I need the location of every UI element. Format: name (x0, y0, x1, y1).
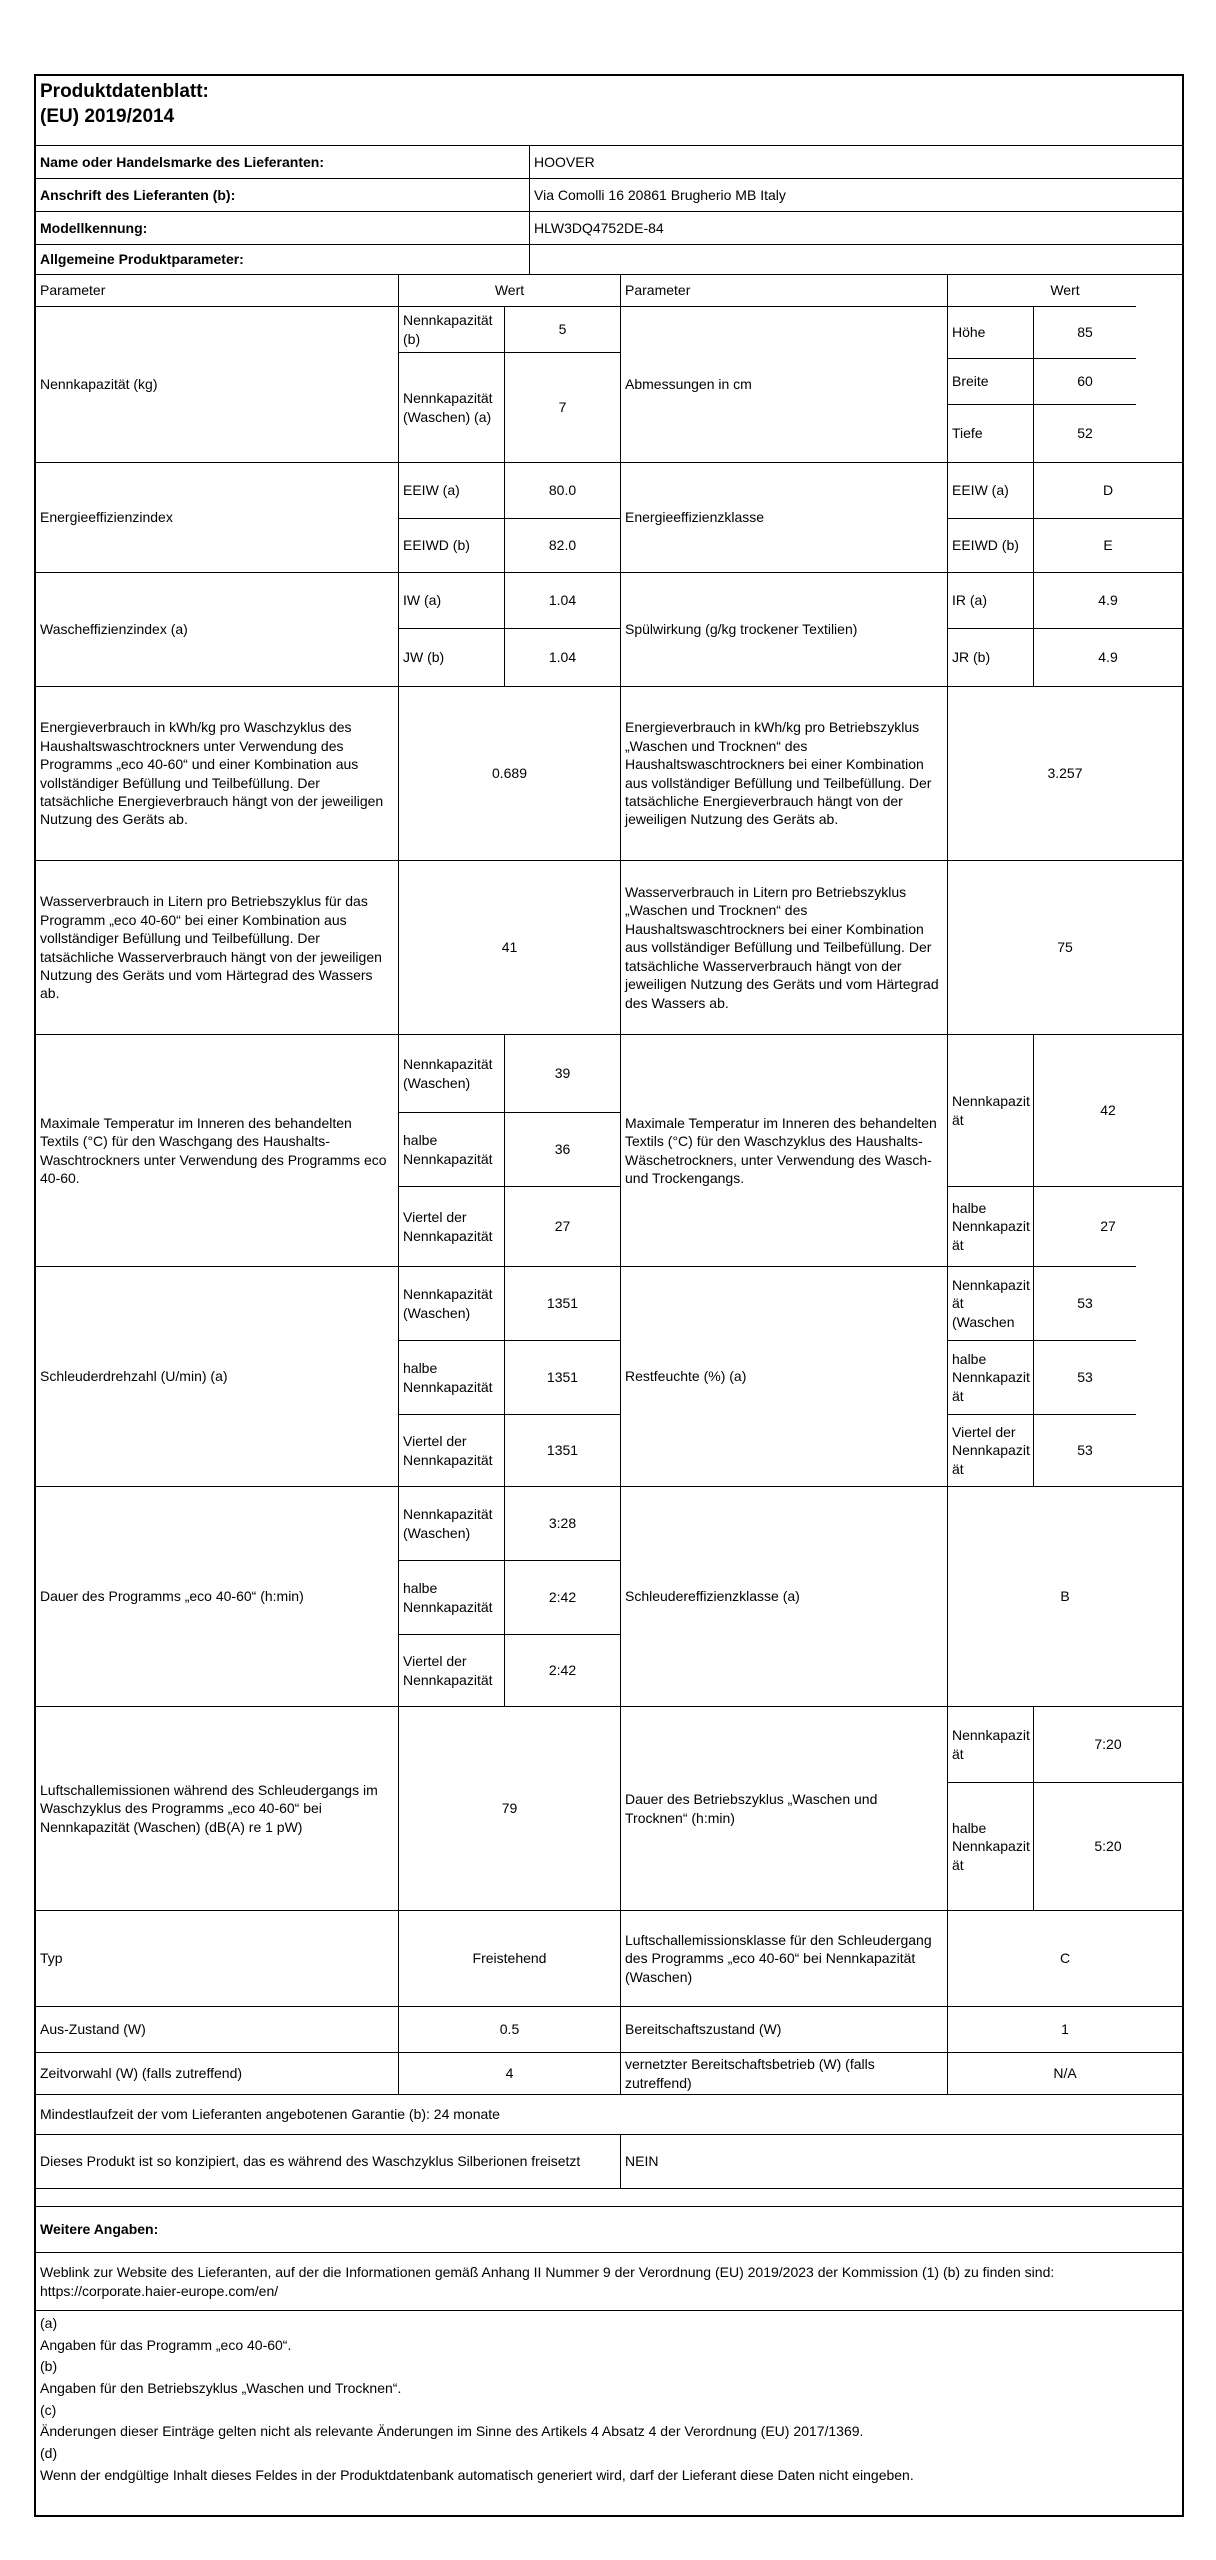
dimensions-height-label: Höhe (947, 306, 1033, 358)
energy-wash-label (36, 686, 398, 860)
note-line: Änderungen dieser Einträge gelten nicht als relevante Änderungen im Sinne des Artikels 4 Absatz 4 der Verordnung (EU) 2017/1369. (40, 2423, 864, 2440)
silver-ions-value: NEIN (620, 2134, 1182, 2188)
supplier-address-value: Via Comolli 16 20861 Brugherio MB Italy (529, 178, 1182, 211)
rinse-label: Spülwirkung (g/kg trockener Textilien) (620, 572, 947, 686)
spin-speed-label: Schleuderdrehzahl (U/min) (a) (36, 1266, 398, 1486)
residual-moisture-value-3: 53 (1033, 1414, 1136, 1486)
max-temp-wash-value-2: 36 (504, 1112, 620, 1186)
weblink-row (36, 2252, 1182, 2310)
dimensions-depth-label: Tiefe (947, 404, 1033, 462)
duration-cycle-value-1: 7:20 (1033, 1706, 1182, 1782)
water-wash-label (36, 860, 398, 1034)
water-cycle-text: Wasserverbrauch in Litern pro Betriebszyklus „Waschen und Trocknen“ des Haushaltswaschtrockners bei einer Kombination aus vollständiger Befüllung und Teilbefüllung. Der tatsächliche Wasserverbrauch hängt von der jeweiligen Nutzung des Geräts und vom Härtegrad des Wassers ab. (625, 883, 939, 1011)
product-data-sheet (34, 74, 1184, 2517)
max-temp-cycle-label (620, 1034, 947, 1266)
duration-eco-sub-2: halbe Nennkapazität (398, 1560, 504, 1634)
note-line: (d) (40, 2445, 58, 2462)
energy-cycle-value: 3.257 (947, 686, 1182, 860)
duration-eco-label: Dauer des Programms „eco 40-60“ (h:min) (36, 1486, 398, 1706)
dimensions-label: Abmessungen in cm (620, 306, 947, 462)
silver-ions-label: Dieses Produkt ist so konzipiert, das es während des Waschzyklus Silberionen freisetzt (36, 2134, 620, 2188)
general-params-empty (529, 244, 1182, 274)
eei-value-1: 80.0 (504, 462, 620, 518)
water-wash-value: 41 (398, 860, 620, 1034)
title-line-1: Produktdatenblatt: (40, 81, 209, 102)
noise-class-label (620, 1910, 947, 2006)
max-temp-wash-value-1: 39 (504, 1034, 620, 1112)
notes-block (36, 2310, 1182, 2515)
header-value: Wert (398, 274, 620, 306)
rated-capacity-sub-2: Nennkapazität (Waschen) (a) (398, 352, 504, 462)
duration-cycle-sub-1: Nennkapazit ät (947, 1706, 1033, 1782)
spin-speed-value-3: 1351 (504, 1414, 620, 1486)
duration-eco-value-2: 2:42 (504, 1560, 620, 1634)
residual-moisture-sub-3: Viertel der Nennkapazit ät (947, 1414, 1033, 1486)
note-line: (a) (40, 2315, 58, 2331)
max-temp-wash-value-3: 27 (504, 1186, 620, 1266)
supplier-address-label: Anschrift des Lieferanten (b): (36, 178, 529, 211)
sheet-title (36, 76, 1182, 145)
warranty-text: Mindestlaufzeit der vom Lieferanten angebotenen Garantie (b): 24 monate (36, 2094, 1182, 2134)
standby-label: Bereitschaftszustand (W) (620, 2006, 947, 2052)
eei-sub-1: EEIW (a) (398, 462, 504, 518)
noise-value: 79 (398, 1706, 620, 1910)
eei-value-2: 82.0 (504, 518, 620, 572)
spin-speed-value-2: 1351 (504, 1340, 620, 1414)
energy-wash-value: 0.689 (398, 686, 620, 860)
eclass-sub-1: EEIW (a) (947, 462, 1033, 518)
dimensions-depth-value: 52 (1033, 404, 1136, 462)
dimensions-width-label: Breite (947, 358, 1033, 404)
max-temp-wash-sub-1: Nennkapazität (Waschen) (398, 1034, 504, 1112)
max-temp-wash-sub-2: halbe Nennkapazität (398, 1112, 504, 1186)
duration-eco-sub-3: Viertel der Nennkapazität (398, 1634, 504, 1706)
max-temp-wash-text: Maximale Temperatur im Inneren des behandelten Textils (°C) für den Waschgang des Haushalts-Waschtrockners unter Verwendung des Programms eco 40-60. (40, 1114, 387, 1186)
note-line: (c) (40, 2401, 57, 2418)
delay-start-label: Zeitvorwahl (W) (falls zutreffend) (36, 2052, 398, 2094)
wash-index-value-1: 1.04 (504, 572, 620, 628)
duration-cycle-label (620, 1706, 947, 1910)
supplier-name-value: HOOVER (529, 145, 1182, 178)
rinse-sub-2: JR (b) (947, 628, 1033, 686)
wash-index-sub-1: IW (a) (398, 572, 504, 628)
water-cycle-value: 75 (947, 860, 1182, 1034)
header-value-2: Wert (947, 274, 1182, 306)
rated-capacity-sub-1: Nennkapazität (b) (398, 306, 504, 352)
eclass-value-2: E (1033, 518, 1182, 572)
max-temp-cycle-sub-1: Nennkapazit ät (947, 1034, 1033, 1186)
noise-class-text: Luftschallemissionsklasse für den Schleudergang des Programms „eco 40-60“ bei Nennkapazität (Waschen) (625, 1931, 932, 1985)
max-temp-cycle-value-2: 27 (1033, 1186, 1182, 1266)
dimensions-height-value: 85 (1033, 306, 1136, 358)
water-cycle-label (620, 860, 947, 1034)
off-mode-value: 0.5 (398, 2006, 620, 2052)
eclass-sub-2: EEIWD (b) (947, 518, 1033, 572)
rinse-value-1: 4.9 (1033, 572, 1182, 628)
rated-capacity-value-2: 7 (504, 352, 620, 462)
model-label: Modellkennung: (36, 211, 529, 244)
networked-standby-value: N/A (947, 2052, 1182, 2094)
max-temp-wash-label (36, 1034, 398, 1266)
note-line: Angaben für das Programm „eco 40-60“. (40, 2336, 292, 2353)
type-label: Typ (36, 1910, 398, 2006)
wash-index-label: Wascheffizienzindex (a) (36, 572, 398, 686)
water-wash-text: Wasserverbrauch in Litern pro Betriebszyklus für das Programm „eco 40-60“ bei einer Kombination aus vollständiger Befüllung und Teilbefüllung. Der tatsächliche Wasserverbrauch hängt von der jeweiligen Nutzung des Geräts und vom Härtegrad des Wassers ab. (40, 893, 382, 1002)
spin-class-label: Schleudereffizienzklasse (a) (620, 1486, 947, 1706)
duration-eco-sub-1: Nennkapazität (Waschen) (398, 1486, 504, 1560)
supplier-name-label: Name oder Handelsmarke des Lieferanten: (36, 145, 529, 178)
residual-moisture-label: Restfeuchte (%) (a) (620, 1266, 947, 1486)
networked-standby-text: vernetzter Bereitschaftsbetrieb (W) (falls zutreffend) (625, 2056, 875, 2091)
type-value: Freistehend (398, 1910, 620, 2006)
residual-moisture-sub-1: Nennkapazit ät (Waschen (947, 1266, 1033, 1340)
max-temp-wash-sub-3: Viertel der Nennkapazität (398, 1186, 504, 1266)
energy-cycle-text: Energieverbrauch in kWh/kg pro Betriebszyklus „Waschen und Trocknen“ des Haushaltswaschtrockners bei einer Kombination aus vollständiger Befüllung und Teilbefüllung. Der tatsächliche Energieverbrauch hängt von der jeweiligen Nutzung des Geräts ab. (625, 719, 932, 828)
noise-text: Luftschallemissionen während des Schleudergangs im Waschzyklus des Programms „eco 40-60“ bei Nennkapazität (Waschen) (dB(A) re 1 pW) (40, 1781, 378, 1835)
eei-label: Energieeffizienzindex (36, 462, 398, 572)
wash-index-sub-2: JW (b) (398, 628, 504, 686)
duration-cycle-text: Dauer des Betriebszyklus „Waschen und Trocknen“ (h:min) (625, 1791, 878, 1826)
header-parameter: Parameter (36, 274, 398, 306)
rinse-sub-1: IR (a) (947, 572, 1033, 628)
spin-speed-sub-1: Nennkapazität (Waschen) (398, 1266, 504, 1340)
standby-value: 1 (947, 2006, 1182, 2052)
model-value: HLW3DQ4752DE-84 (529, 211, 1182, 244)
noise-class-value: C (947, 1910, 1182, 2006)
header-parameter-2: Parameter (620, 274, 947, 306)
note-line: (b) (40, 2358, 58, 2375)
note-line: Wenn der endgültige Inhalt dieses Feldes in der Produktdatenbank automatisch generiert wird, darf der Lieferant diese Daten nicht eingeben. (40, 2466, 914, 2483)
wash-index-value-2: 1.04 (504, 628, 620, 686)
residual-moisture-value-2: 53 (1033, 1340, 1136, 1414)
note-line: Angaben für den Betriebszyklus „Waschen und Trocknen“. (40, 2380, 402, 2397)
duration-eco-value-3: 2:42 (504, 1634, 620, 1706)
general-params-label: Allgemeine Produktparameter: (36, 244, 529, 274)
energy-cycle-label (620, 686, 947, 860)
further-info-heading: Weitere Angaben: (36, 2206, 1182, 2252)
eclass-label: Energieeffizienzklasse (620, 462, 947, 572)
title-line-2: (EU) 2019/2014 (40, 105, 175, 127)
dimensions-width-value: 60 (1033, 358, 1136, 404)
residual-moisture-value-1: 53 (1033, 1266, 1136, 1340)
weblink-text: Weblink zur Website des Lieferanten, auf der die Informationen gemäß Anhang II Nummer 9 der Verordnung (EU) 2019/2023 der Kommission (1) (b) zu finden sind: https://corporate.haier-europe.com/en/ (40, 2264, 1055, 2299)
duration-cycle-value-2: 5:20 (1033, 1782, 1182, 1910)
networked-standby-label (620, 2052, 947, 2094)
eclass-value-1: D (1033, 462, 1182, 518)
noise-label (36, 1706, 398, 1910)
off-mode-label: Aus-Zustand (W) (36, 2006, 398, 2052)
max-temp-cycle-text: Maximale Temperatur im Inneren des behandelten Textils (°C) für den Waschzyklus des Haushalts-Wäschetrockners, unter Verwendung des Wasch- und Trockengangs. (625, 1114, 937, 1186)
delay-start-value: 4 (398, 2052, 620, 2094)
duration-eco-value-1: 3:28 (504, 1486, 620, 1560)
duration-cycle-sub-2: halbe Nennkapazit ät (947, 1782, 1033, 1910)
spin-speed-sub-3: Viertel der Nennkapazität (398, 1414, 504, 1486)
spin-class-value: B (947, 1486, 1182, 1706)
spacer-row (36, 2188, 1182, 2206)
rinse-value-2: 4.9 (1033, 628, 1182, 686)
energy-wash-text: Energieverbrauch in kWh/kg pro Waschzyklus des Haushaltswaschtrockners unter Verwendung des Programms „eco 40-60“ und einer Kombination aus vollständiger Befüllung und Teilbefüllung. Der tatsächliche Energieverbrauch hängt von der jeweiligen Nutzung des Geräts ab. (40, 719, 384, 828)
rated-capacity-label: Nennkapazität (kg) (36, 306, 398, 462)
residual-moisture-sub-2: halbe Nennkapazit ät (947, 1340, 1033, 1414)
spin-speed-sub-2: halbe Nennkapazität (398, 1340, 504, 1414)
max-temp-cycle-value-1: 42 (1033, 1034, 1182, 1186)
eei-sub-2: EEIWD (b) (398, 518, 504, 572)
max-temp-cycle-sub-2: halbe Nennkapazit ät (947, 1186, 1033, 1266)
rated-capacity-value-1: 5 (504, 306, 620, 352)
spin-speed-value-1: 1351 (504, 1266, 620, 1340)
